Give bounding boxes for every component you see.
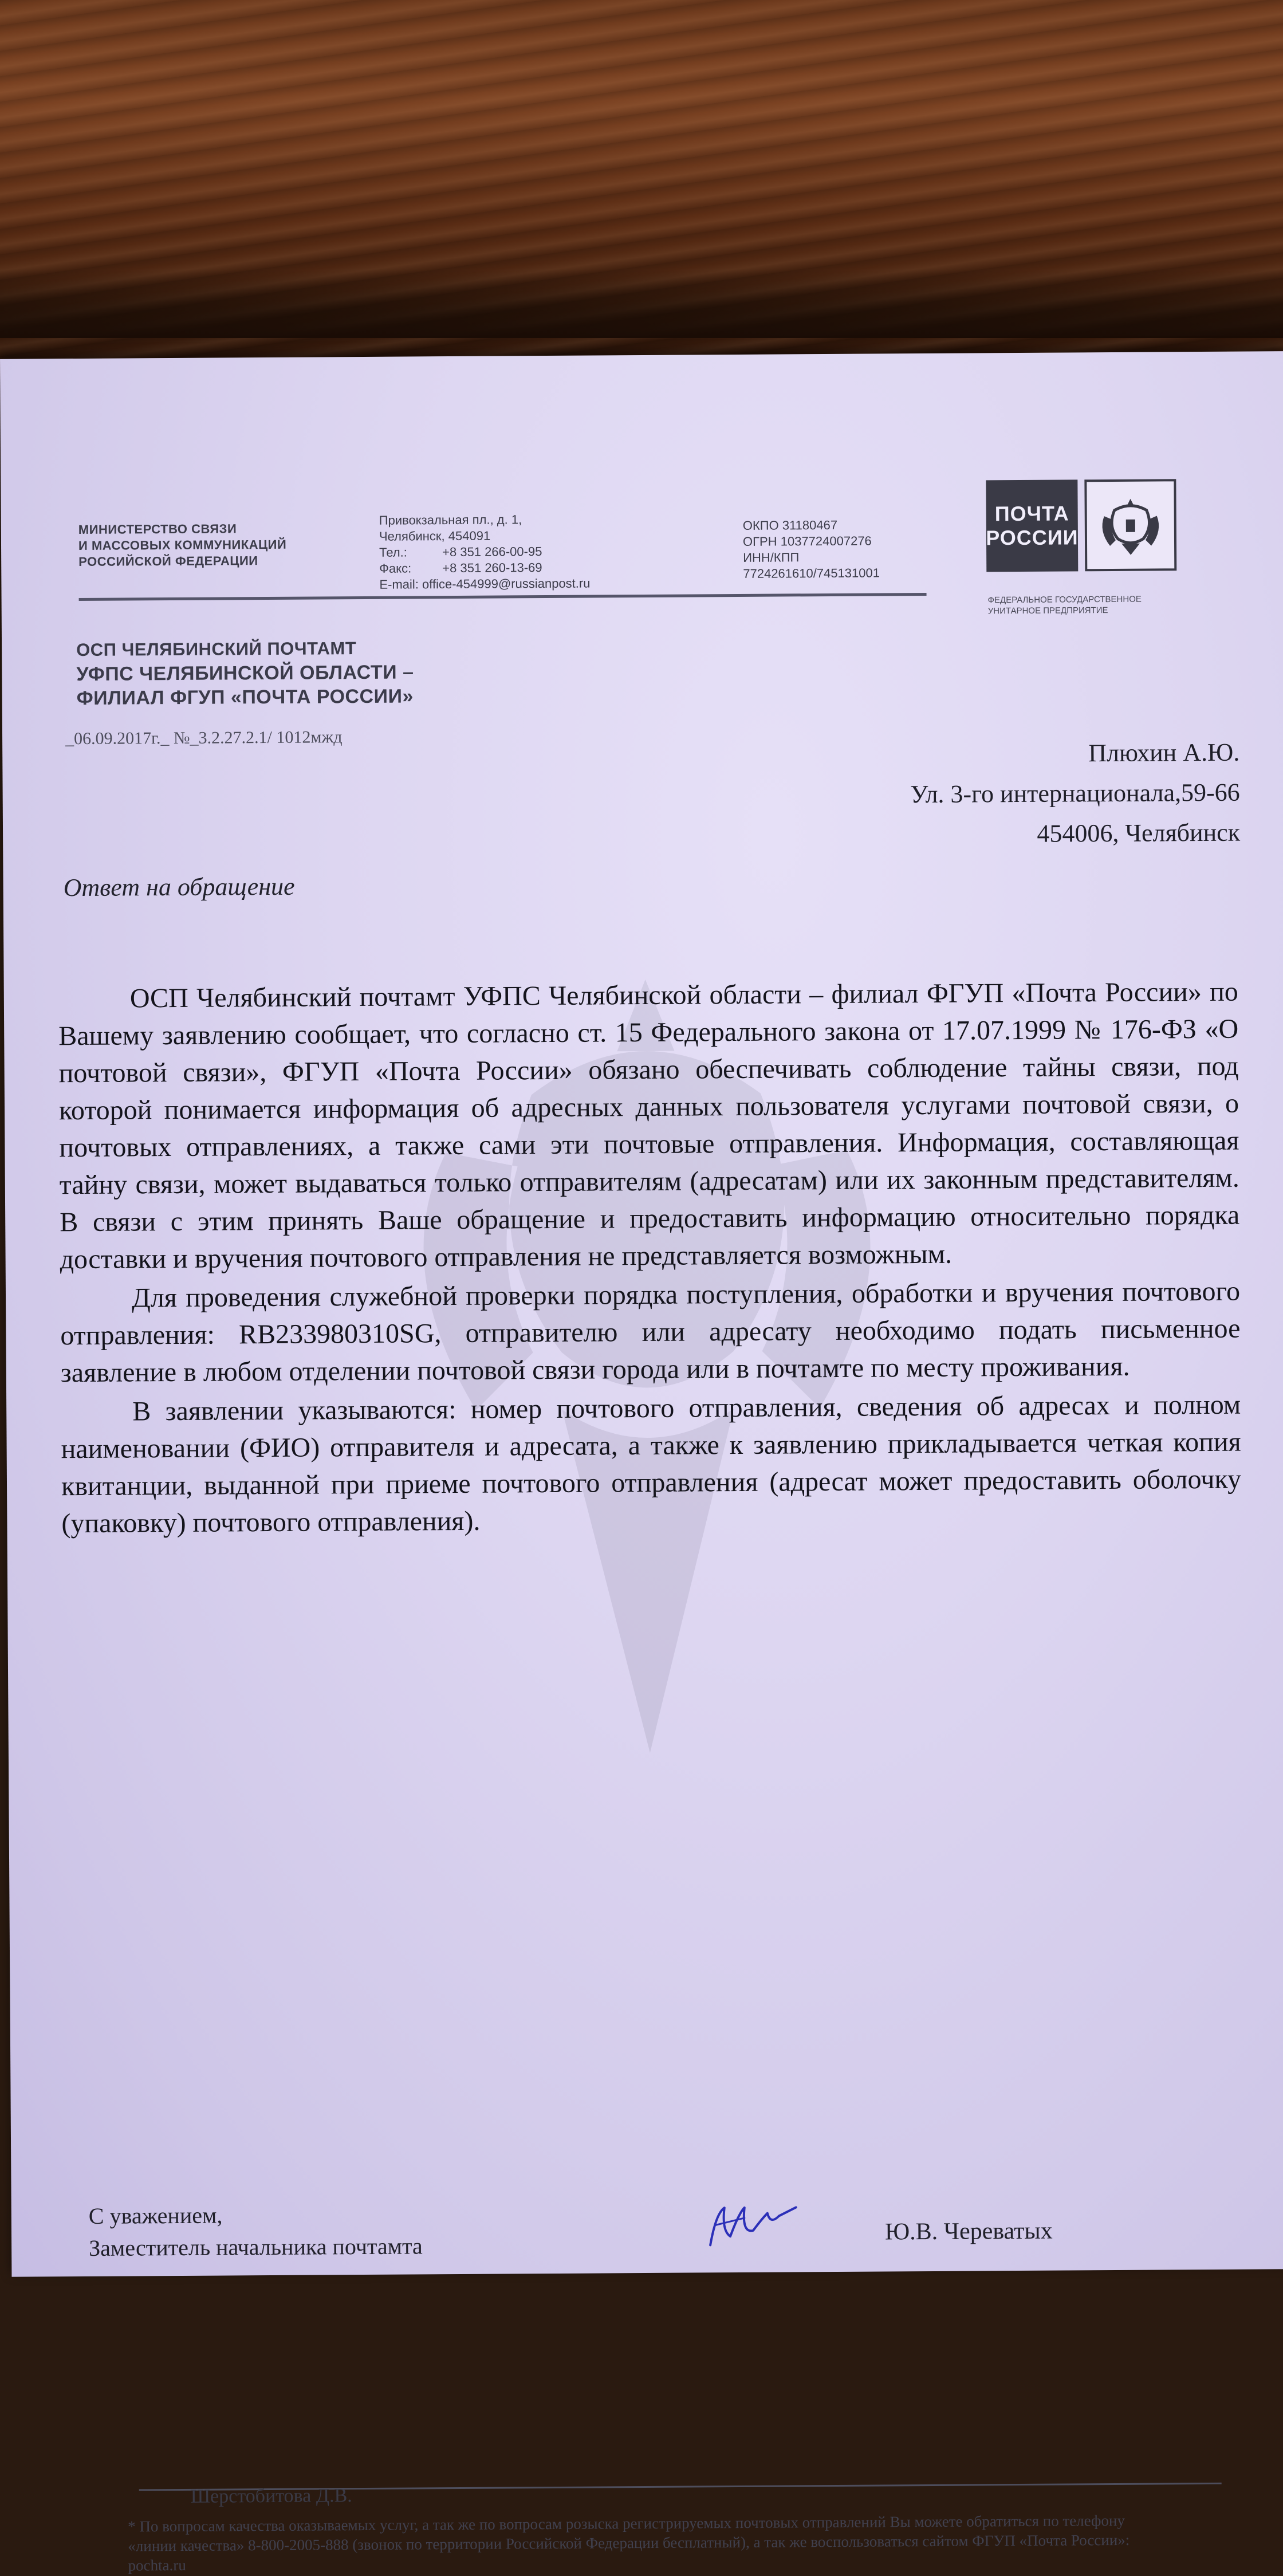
phone-row xyxy=(379,542,700,560)
body-paragraph: Для проведения служебной проверки порядка поступления, обработки и вручения почтового отправления: RB233980310SG, отправителю или адресату необходимо подать письменное заявление в любом отделении почтовой связи города или в почтамте по месту проживания. xyxy=(60,1276,1241,1389)
code-line: ОГРН 1037724007276 xyxy=(742,533,872,549)
ministry-line: РОССИЙСКОЙ ФЕДЕРАЦИИ xyxy=(78,553,258,569)
code-line: ИНН/КПП xyxy=(743,550,800,565)
branch-line: ОСП ЧЕЛЯБИНСКИЙ ПОЧТАМТ xyxy=(76,638,357,660)
handwritten-signature xyxy=(699,2190,802,2253)
reference-number: _06.09.2017г._ №_3.2.27.2.1/ 1012мжд xyxy=(65,727,343,749)
address-city: Челябинск, 454091 xyxy=(379,528,491,544)
recipient-city: 454006, Челябинск xyxy=(1037,818,1241,848)
ministry-line: МИНИСТЕРСТВО СВЯЗИ xyxy=(78,521,237,537)
russian-post-logo xyxy=(986,479,1181,577)
logo-caption-line: УНИТАРНОЕ ПРЕДПРИЯТИЕ xyxy=(987,605,1108,616)
ministry-name xyxy=(78,520,377,570)
executor-name: Шерстобитова Д.В. xyxy=(190,2485,352,2507)
recipient-street: Ул. 3-го интернационала,59-66 xyxy=(910,778,1240,809)
branch-line: УФПС ЧЕЛЯБИНСКОЙ ОБЛАСТИ – xyxy=(76,661,414,686)
sender-address xyxy=(379,510,700,592)
letter-subject: Ответ на обращение xyxy=(63,872,295,902)
address-street: Привокзальная пл., д. 1, xyxy=(379,512,522,528)
code-line: ОКПО 31180467 xyxy=(742,517,838,533)
logo-caption-line: ФЕДЕРАЛЬНОЕ ГОСУДАРСТВЕННОЕ xyxy=(987,594,1142,605)
table-edge-shadow xyxy=(0,269,1283,338)
closing-block xyxy=(89,2198,423,2264)
phone-number: +8 351 266-00-95 xyxy=(442,544,542,560)
branch-line: ФИЛИАЛ ФГУП «ПОЧТА РОССИИ» xyxy=(76,685,414,710)
phone-label: Тел.: xyxy=(379,545,407,560)
fax-label: Факс: xyxy=(379,561,412,576)
signer-position: Заместитель начальника почтамта xyxy=(89,2233,423,2261)
logo-wordmark xyxy=(986,479,1078,572)
header-divider xyxy=(79,593,927,601)
letter-page xyxy=(0,351,1283,2574)
recipient-block xyxy=(910,733,1241,855)
double-headed-eagle-icon xyxy=(1084,479,1176,571)
wooden-table-background xyxy=(0,0,1283,401)
logo-line: РОССИИ xyxy=(986,525,1079,550)
closing-regards: С уважением, xyxy=(88,2202,223,2229)
ministry-line: И МАССОВЫХ КОММУНИКАЦИЙ xyxy=(78,537,287,553)
recipient-name: Плюхин А.Ю. xyxy=(1088,738,1240,768)
quality-line-footnote: * По вопросам качества оказываемых услуг, а так же по вопросам розыска регистрируемых почтовых отправлений Вы можете обратиться по телефону «линии качества» 8-800-2005-888 (звонок по территории Российской Федерации бесплатный), а так же воспользоваться сайтом ФГУП «Почта России»: pochta.ru xyxy=(128,2511,1130,2574)
registration-codes xyxy=(743,516,984,582)
body-paragraph: ОСП Челябинский почтамт УФПС Челябинской области – филиал ФГУП «Почта России» по Вашему заявлению сообщает, что согласно ст. 15 Федерального закона от 17.07.1999 № 176-ФЗ «О почтовой связи», ФГУП «Почта России» обязано обеспечивать соблюдение тайны связи, под которой понимается информация об адресных данных пользователя услугами почтовой связи, о почтовых отправлениях, а также сами эти почтовые отправления. Информация, составляющая тайну связи, может выдаваться только отправителям (адресатам) или их законным представителям. В связи с этим принять Ваше обращение и предоставить информацию относительно порядка доставки и вручения почтового отправления не представляется возможным. xyxy=(58,976,1240,1275)
eagle-emblem-icon xyxy=(1096,490,1165,560)
email-address: E-mail: office-454999@russianpost.ru xyxy=(379,576,591,592)
letter-body xyxy=(58,973,1242,1544)
fax-row xyxy=(379,559,700,576)
body-paragraph: В заявлении указываются: номер почтового отправления, сведения об адресах и полном наименовании (ФИО) отправителя и адресата, а также к заявлению прикладывается четкая копия квитанции, выданной при приеме почтового отправления (адресат может предоставить оболочку (упаковку) почтового отправления). xyxy=(61,1389,1242,1539)
fax-number: +8 351 260-13-69 xyxy=(442,560,542,576)
signer-name: Ю.В. Череватых xyxy=(884,2217,1053,2245)
code-line: 7724261610/745131001 xyxy=(743,565,880,581)
logo-line: ПОЧТА xyxy=(994,501,1069,526)
logo-caption xyxy=(988,593,1194,616)
branch-name xyxy=(76,636,414,710)
